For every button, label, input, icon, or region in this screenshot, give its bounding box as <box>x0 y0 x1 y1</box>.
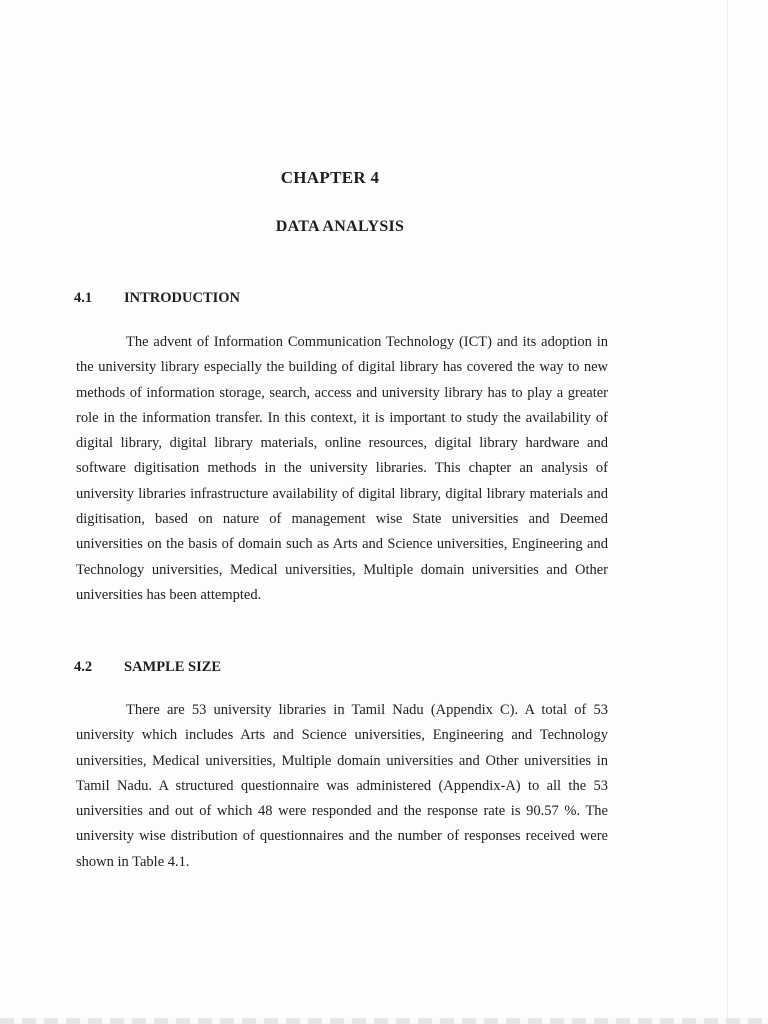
section-number: 4.1 <box>74 290 93 306</box>
sample-size-paragraph: There are 53 university libraries in Tamil Nadu (Appendix C). A total of 53 university which includes Arts and Science universities, Engineering and Technology universities, Medical universities, Multiple domain universities and Other universities in Tamil Nadu. A structured questionnaire was administered (Appendix-A) to all the 53 universities and out of which 48 were responded and the response rate is 90.57 %. The university wise distribution of questionnaires and the number of responses received were shown in Table 4.1. <box>76 702 608 870</box>
section-number: 4.2 <box>74 659 93 675</box>
scan-edge-right <box>727 0 728 1024</box>
section-heading-introduction <box>74 290 240 307</box>
introduction-paragraph: The advent of Information Communication Technology (ICT) and its adoption in the university library especially the building of digital library has covered the way to new methods of information storage, search, access and university library has to play a greater role in the information transfer. In this context, it is important to study the availability of digital library, digital library materials, online resources, digital library hardware and software digitisation methods in the university libraries. This chapter an analysis of university libraries infrastructure availability of digital library, digital library materials and digitisation, based on nature of management wise State universities and Deemed universities on the basis of domain such as Arts and Science universities, Engineering and Technology universities, Medical universities, Multiple domain universities and Other universities has been attempted. <box>76 334 608 603</box>
chapter-title: DATA ANALYSIS <box>275 218 405 235</box>
section-title: SAMPLE SIZE <box>124 659 222 675</box>
section-title: INTRODUCTION <box>124 290 241 306</box>
section-heading-sample-size <box>74 659 221 676</box>
chapter-number: CHAPTER 4 <box>280 168 380 187</box>
scan-edge-bottom <box>0 1018 768 1024</box>
